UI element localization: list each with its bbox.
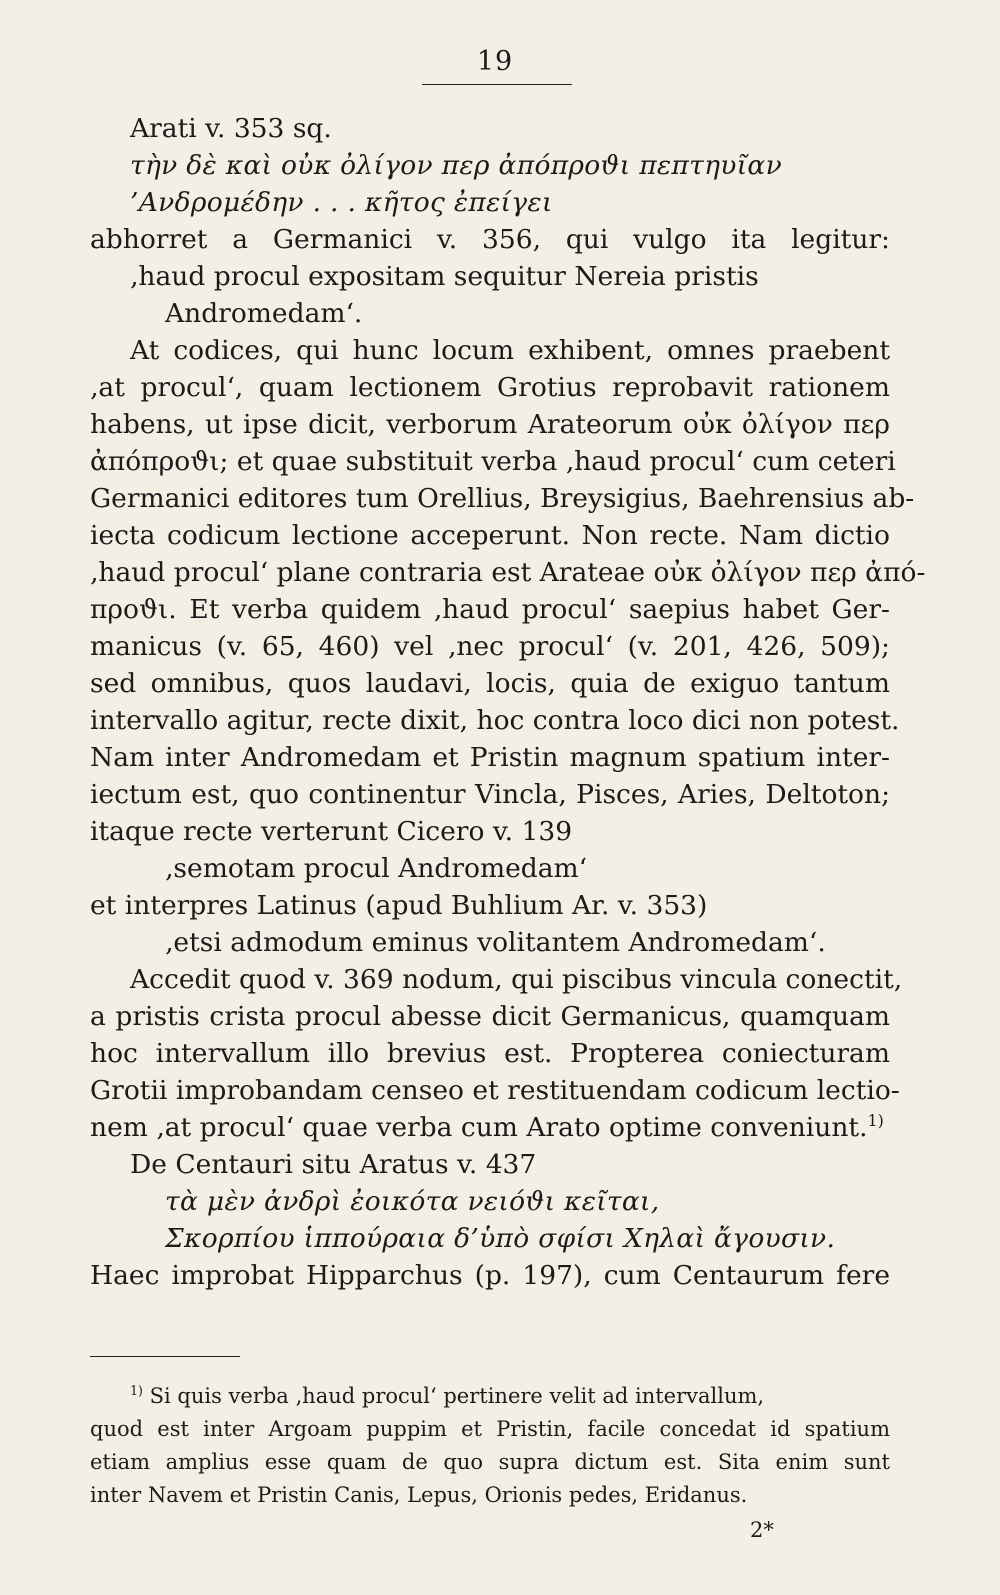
text-line: intervallo agitur, recte dixit, hoc contra loco dici non potest. bbox=[90, 705, 900, 736]
footnote-line bbox=[90, 1380, 890, 1413]
text-line: itaque recte verterunt Cicero v. 139 bbox=[90, 816, 573, 847]
signature-mark: 2* bbox=[750, 1518, 774, 1542]
header-rule bbox=[422, 84, 572, 85]
text-line: habens, ut ipse dicit, verborum Arateorum οὐκ ὀλίγον περ bbox=[90, 409, 890, 440]
footnote-line: inter Navem et Pristin Canis, Lepus, Orionis pedes, Eridanus. bbox=[90, 1483, 748, 1507]
text-line: a pristis crista procul abesse dicit Germanicus, quamquam bbox=[90, 1001, 890, 1032]
main-text bbox=[90, 110, 926, 1294]
footnote-rule bbox=[90, 1356, 240, 1357]
text-line-content: nem ‚at procul‘ quae verba cum Arato optime conveniunt. bbox=[90, 1112, 868, 1143]
latin-quote-line: ‚semotam procul Andromedam‘ bbox=[165, 853, 588, 884]
greek-quote-line: Σκορπίου ἱππούραια δ’ὑπὸ σφίσι Χηλαὶ ἄγουσιν. bbox=[165, 1223, 836, 1254]
text-line: abhorret a Germanici v. 356, qui vulgo ita legitur: bbox=[90, 224, 890, 255]
footnotes bbox=[90, 1380, 890, 1512]
footnote-ref[interactable]: 1) bbox=[867, 1111, 884, 1131]
greek-quote-line: τὴν δὲ καὶ οὐκ ὀλίγον περ ἀπόπροϑι πεπτηυῖαν bbox=[130, 150, 782, 181]
text-line: ἀπόπροϑι; et quae substituit verba ‚haud procul‘ cum ceteri bbox=[90, 446, 896, 477]
text-line: iectum est, quo continentur Vincla, Pisces, Aries, Deltoton; bbox=[90, 779, 890, 810]
text-line: Accedit quod v. 369 nodum, qui piscibus vincula conectit, bbox=[130, 964, 903, 995]
latin-quote-line: ‚etsi admodum eminus volitantem Andromedam‘. bbox=[165, 927, 826, 958]
latin-quote-line: Andromedam‘. bbox=[165, 298, 363, 329]
text-line: De Centauri situ Aratus v. 437 bbox=[130, 1149, 537, 1180]
latin-quote-line: ‚haud procul expositam sequitur Nereia pristis bbox=[130, 261, 759, 292]
text-line: At codices, qui hunc locum exhibent, omnes praebent bbox=[130, 335, 890, 366]
text-line: sed omnibus, quos laudavi, locis, quia de exiguo tantum bbox=[90, 668, 890, 699]
footnote-marker: 1) bbox=[130, 1383, 143, 1398]
text-line: Haec improbat Hipparchus (p. 197), cum Centaurum fere bbox=[90, 1260, 890, 1291]
text-line: hoc intervallum illo brevius est. Propterea coniecturam bbox=[90, 1038, 890, 1069]
greek-quote-line: τὰ μὲν ἀνδρὶ ἐοικότα νειόϑι κεῖται, bbox=[165, 1186, 660, 1217]
greek-quote-line: ’Ανδρομέδην . . . κῆτος ἐπείγει bbox=[130, 187, 553, 218]
text-line: Arati v. 353 sq. bbox=[130, 113, 332, 144]
text-line: et interpres Latinus (apud Buhlium Ar. v. 353) bbox=[90, 890, 708, 921]
text-line: προϑι. Et verba quidem ‚haud procul‘ saepius habet Ger- bbox=[90, 594, 890, 625]
text-line bbox=[90, 1109, 890, 1146]
footnote-line: etiam amplius esse quam de quo supra dictum est. Sita enim sunt bbox=[90, 1450, 890, 1474]
footnote-line: quod est inter Argoam puppim et Pristin, facile concedat id spatium bbox=[90, 1417, 890, 1441]
text-line: Grotii improbandam censeo et restituendam codicum lectio- bbox=[90, 1075, 900, 1106]
text-line: ‚at procul‘, quam lectionem Grotius reprobavit rationem bbox=[90, 372, 890, 403]
text-line: Germanici editores tum Orellius, Breysigius, Baehrensius ab- bbox=[90, 483, 915, 514]
text-line: iecta codicum lectione acceperunt. Non recte. Nam dictio bbox=[90, 520, 890, 551]
text-line: ‚haud procul‘ plane contraria est Arateae οὐκ ὀλίγον περ ἀπό- bbox=[90, 557, 926, 588]
text-line: manicus (v. 65, 460) vel ‚nec procul‘ (v. 201, 426, 509); bbox=[90, 631, 890, 662]
text-line: Nam inter Andromedam et Pristin magnum spatium inter- bbox=[90, 742, 890, 773]
page-number: 19 bbox=[476, 46, 514, 77]
footnote-text: Si quis verba ‚haud procul‘ pertinere velit ad intervallum, bbox=[149, 1384, 765, 1408]
